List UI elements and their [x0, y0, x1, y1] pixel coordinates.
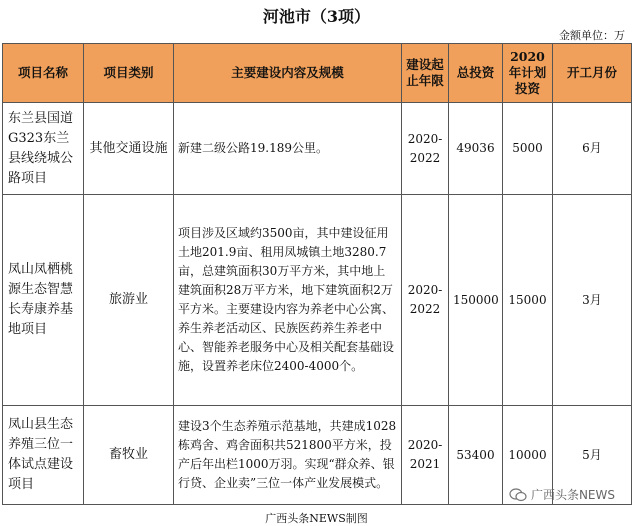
project-name-cell: 凤山县生态养殖三位一体试点建设项目 [3, 406, 84, 505]
project-month-cell: 5月 [553, 406, 632, 505]
project-category-cell: 旅游业 [84, 195, 174, 406]
table-row [3, 103, 632, 195]
watermark [509, 486, 615, 503]
header-project-name: 项目名称 [3, 44, 84, 103]
project-period-cell: 2020-2022 [402, 103, 449, 195]
project-plan-cell: 10000 [503, 406, 553, 505]
header-plan-2020: 2020年计划投资 [503, 44, 553, 103]
table-header-row [3, 44, 632, 103]
project-period-cell: 2020-2021 [402, 406, 449, 505]
project-content-cell: 新建二级公路19.189公里。 [174, 103, 402, 195]
project-name-cell: 东兰县国道G323东兰县线绕城公路项目 [3, 103, 84, 195]
project-name-cell: 凤山凤栖桃源生态智慧长寿康养基地项目 [3, 195, 84, 406]
project-total-cell: 150000 [449, 195, 503, 406]
project-plan-cell: 5000 [503, 103, 553, 195]
project-category-cell: 其他交通设施 [84, 103, 174, 195]
project-table [2, 43, 632, 505]
project-period-cell: 2020-2022 [402, 195, 449, 406]
project-total-cell: 49036 [449, 103, 503, 195]
header-main-content: 主要建设内容及规模 [174, 44, 402, 103]
amount-unit-label: 金额单位：万 [559, 29, 625, 42]
project-month-cell: 6月 [553, 103, 632, 195]
header-project-category: 项目类别 [84, 44, 174, 103]
project-content-cell: 项目涉及区域约3500亩，其中建设征用土地201.9亩、租用凤城镇土地3280.7亩，总建筑面积30万平方米，其中地上建筑面积28万平方米，地下建筑面积2万平方米。主要建设内容为养老中心公寓、养生养老活动区、民族医药养生养老中心、智能养老服务中心及相关配套基础设施，设置养老床位2400-4000个。 [174, 195, 402, 406]
footer-credit: 广西头条NEWS制图 [265, 512, 368, 525]
project-plan-cell: 15000 [503, 195, 553, 406]
header-period: 建设起止年限 [402, 44, 449, 103]
watermark-text: 广西头条NEWS [530, 488, 615, 502]
project-content-cell: 建设3个生态养殖示范基地，共建成1028栋鸡舍、鸡舍面积共521800平方米，投产后年出栏1000万羽。实现“群众养、银行贷、企业卖”三位一体产业发展模式。 [174, 406, 402, 505]
project-category-cell: 畜牧业 [84, 406, 174, 505]
table-row [3, 195, 632, 406]
wechat-icon [509, 488, 527, 502]
project-month-cell: 3月 [553, 195, 632, 406]
header-total-investment: 总投资 [449, 44, 503, 103]
header-start-month: 开工月份 [553, 44, 632, 103]
page-title: 河池市（3项） [262, 6, 371, 26]
project-total-cell: 53400 [449, 406, 503, 505]
